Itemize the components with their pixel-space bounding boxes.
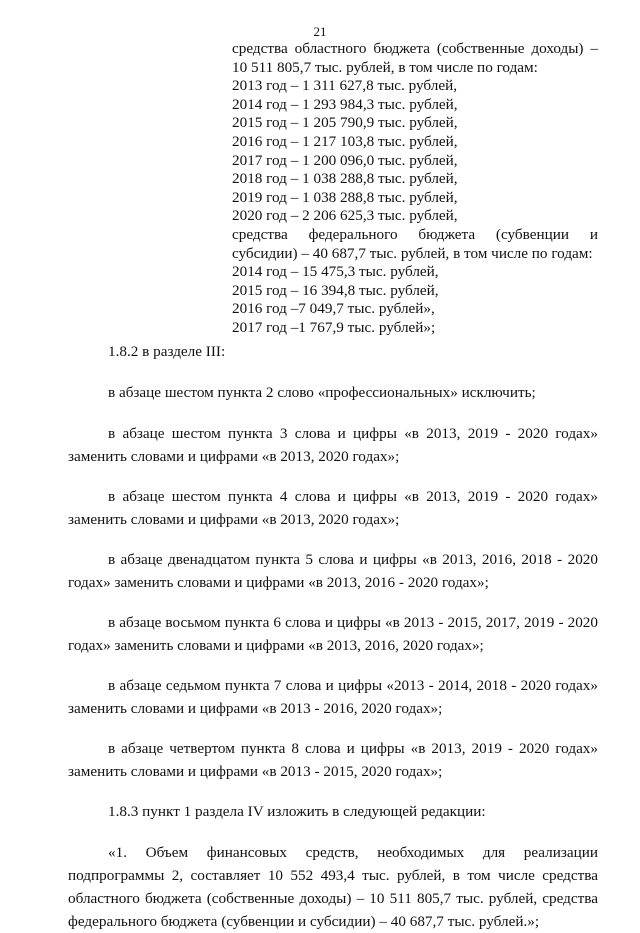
- section-heading: 1.8.3 пункт 1 раздела IV изложить в следующей редакции:: [108, 803, 486, 820]
- budget-line: 2019 год – 1 038 288,8 тыс. рублей,: [232, 188, 458, 206]
- budget-line: 2016 год – 1 217 103,8 тыс. рублей,: [232, 132, 458, 150]
- page-number: 21: [313, 24, 327, 39]
- amendment-paragraph: в абзаце шестом пункта 3 слова и цифры «в 2013, 2019 - 2020 годах» заменить словами и цифрами «в 2013, 2020 годах»;: [68, 425, 598, 465]
- budget-line: 2017 год –1 767,9 тыс. рублей»;: [232, 318, 436, 336]
- budget-line: 2018 год – 1 038 288,8 тыс. рублей,: [232, 170, 458, 188]
- amendment-paragraph: в абзаце шестом пункта 4 слова и цифры «в 2013, 2019 - 2020 годах» заменить словами и цифрами «в 2013, 2020 годах»;: [68, 488, 598, 528]
- budget-line: средства федерального бюджета (субвенции и: [232, 225, 598, 243]
- document-body: [68, 340, 598, 933]
- budget-line: 2015 год – 16 394,8 тыс. рублей,: [232, 281, 439, 299]
- section-heading: 1.8.2 в разделе III:: [108, 343, 226, 360]
- budget-line: 2020 год – 2 206 625,3 тыс. рублей,: [232, 207, 458, 225]
- budget-line: 2017 год – 1 200 096,0 тыс. рублей,: [232, 151, 458, 169]
- budget-line: 2013 год – 1 311 627,8 тыс. рублей,: [232, 77, 458, 95]
- amendment-paragraph: «1. Объем финансовых средств, необходимых для реализации подпрограммы 2, составляет 10 552 493,4 тыс. рублей, в том числе средства областного бюджета (собственные доходы) – 10 511 805,7 тыс. рублей, средства федерального бюджета (субвенции и субсидии) – 40 687,7 тыс. рублей.»;: [68, 844, 598, 930]
- amendment-paragraph: в абзаце шестом пункта 2 слово «профессиональных» исключить;: [108, 384, 536, 401]
- budget-line: средства областного бюджета (собственные доходы) –: [232, 40, 598, 57]
- amendment-paragraph: в абзаце четвертом пункта 8 слова и цифры «в 2013, 2019 - 2020 годах» заменить словами и цифрами «в 2013 - 2015, 2020 годах»;: [68, 740, 598, 780]
- amendment-paragraph: в абзаце седьмом пункта 7 слова и цифры «2013 - 2014, 2018 - 2020 годах» заменить словами и цифрами «в 2013 - 2016, 2020 годах»;: [68, 677, 598, 717]
- budget-line: 2016 год –7 049,7 тыс. рублей»,: [232, 300, 435, 318]
- budget-line: 2014 год – 1 293 984,3 тыс. рублей,: [232, 95, 458, 113]
- budget-block: [232, 40, 598, 338]
- budget-line: субсидии) – 40 687,7 тыс. рублей, в том числе по годам:: [232, 244, 593, 262]
- budget-line: 2014 год – 15 475,3 тыс. рублей,: [232, 263, 439, 281]
- amendment-paragraph: в абзаце двенадцатом пункта 5 слова и цифры «в 2013, 2016, 2018 - 2020 годах» заменить словами и цифрами «в 2013, 2016 - 2020 годах»;: [68, 551, 598, 591]
- budget-line: 2015 год – 1 205 790,9 тыс. рублей,: [232, 114, 458, 132]
- amendment-paragraph: в абзаце восьмом пункта 6 слова и цифры «в 2013 - 2015, 2017, 2019 - 2020 годах» заменить словами и цифрами «в 2013, 2016, 2020 годах»;: [68, 614, 598, 654]
- budget-line: 10 511 805,7 тыс. рублей, в том числе по годам:: [232, 58, 538, 76]
